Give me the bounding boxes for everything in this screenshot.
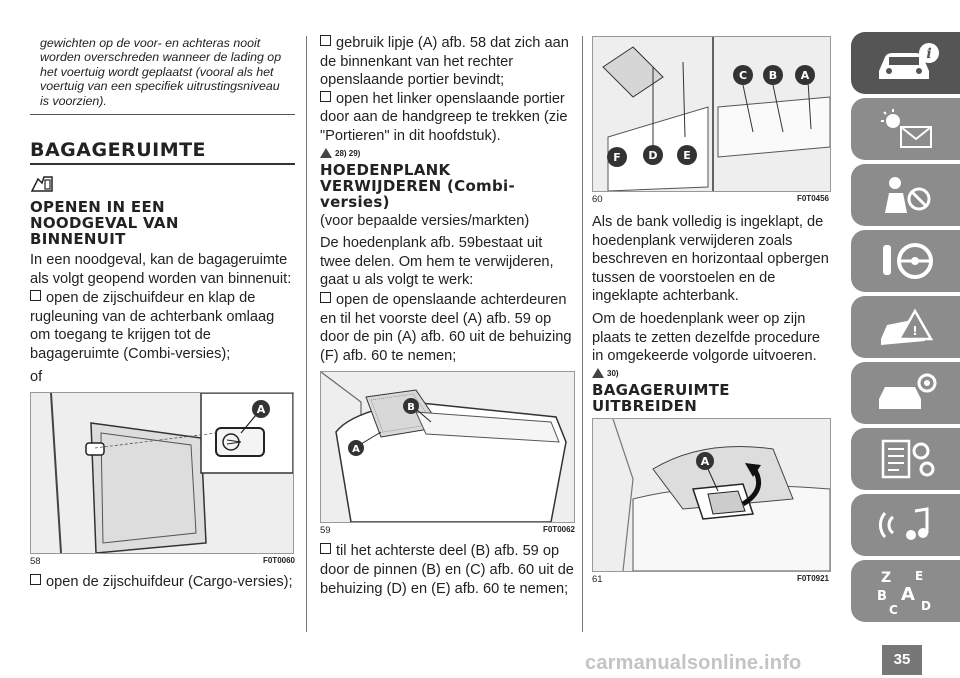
bullet-item bbox=[320, 34, 575, 90]
figure-60 bbox=[592, 36, 831, 192]
figure-61 bbox=[592, 418, 831, 572]
callout-e: E bbox=[683, 149, 691, 162]
callout-d: D bbox=[648, 149, 658, 162]
callout-a: A bbox=[352, 444, 360, 456]
svg-text:D: D bbox=[920, 599, 931, 613]
chapter-sidebar bbox=[851, 32, 960, 626]
key-steering-icon bbox=[871, 239, 941, 283]
column-2 bbox=[320, 0, 575, 598]
bullet-square-icon bbox=[320, 91, 331, 102]
callout-f: F bbox=[613, 151, 621, 164]
page-number: 35 bbox=[882, 645, 922, 675]
watermark: carmanualsonline.info bbox=[585, 652, 802, 674]
figure-code: F0T0062 bbox=[542, 525, 575, 535]
figure-code: F0T0060 bbox=[262, 556, 295, 566]
sidebar-tab-technical-data[interactable] bbox=[851, 428, 960, 490]
para-fold: Als de bank volledig is ingeklapt, de hoedenplank verwijderen zoals beschreven en horizontaal opbergen tussen de voorstoelen en de ingeklapte achterbank. bbox=[592, 214, 829, 305]
bullet-square-icon bbox=[30, 574, 41, 585]
bullet-item bbox=[30, 289, 295, 363]
figure-caption bbox=[592, 194, 829, 205]
technical-data-icon bbox=[871, 437, 941, 481]
callout-a: A bbox=[700, 454, 710, 468]
section-title: BAGAGERUIMTE bbox=[30, 139, 207, 162]
para-emergency: In een noodgeval, kan de bagageruimte als volgt geopend worden van binnenuit: bbox=[30, 252, 292, 287]
column-3 bbox=[592, 0, 829, 591]
sub-title-extend: BAGAGERUIMTE UITBREIDEN bbox=[592, 380, 730, 415]
column-1 bbox=[30, 0, 295, 592]
title-underline bbox=[30, 163, 295, 165]
warning-ref: 30) bbox=[592, 368, 829, 378]
svg-text:A: A bbox=[900, 584, 915, 605]
svg-text:!: ! bbox=[911, 324, 918, 338]
bullet-text: open de zijschuifdeur en klap de rugleuning van de achterbank omlaag om toegang te krijgen tot de bagageruimte (Combi-versies); bbox=[30, 290, 275, 362]
figure-caption bbox=[320, 525, 575, 536]
warning-lights-icon bbox=[871, 107, 941, 151]
svg-text:Z: Z bbox=[880, 570, 891, 586]
figure-caption bbox=[592, 574, 829, 585]
service-icon bbox=[871, 371, 941, 415]
divider bbox=[30, 114, 295, 115]
callout-a: A bbox=[256, 403, 266, 417]
svg-text:C: C bbox=[888, 603, 898, 616]
bullet-item bbox=[320, 542, 575, 598]
bullet-square-icon bbox=[320, 292, 331, 303]
column-divider bbox=[582, 36, 583, 632]
svg-text:i: i bbox=[925, 46, 932, 62]
figure-number: 59 bbox=[320, 525, 331, 537]
figure-number: 60 bbox=[592, 194, 603, 205]
warning-triangle-icon bbox=[592, 368, 604, 378]
sidebar-tab-multimedia[interactable] bbox=[851, 494, 960, 556]
bullet-text: open het linker openslaande portier door aan de handgreep te trekken (zie "Portieren" in dit hoofdstuk). bbox=[320, 90, 568, 144]
callout-b: B bbox=[768, 69, 778, 82]
bullet-text: til het achterste deel (B) afb. 59 op door de pinnen (B) en (C) afb. 60 uit de behuizing (D) en (E) afb. 60 te nemen; bbox=[320, 543, 574, 597]
bullet-text: open de openslaande achterdeuren en til het voorste deel (A) afb. 59 op door de pin (A) afb. 60 uit de behuizing (F) afb. 60 te nemen; bbox=[320, 291, 572, 364]
figure-code: F0T0456 bbox=[796, 194, 829, 203]
figure-58 bbox=[30, 392, 294, 554]
sidebar-tab-warning-lights[interactable] bbox=[851, 98, 960, 160]
sidebar-tab-index[interactable] bbox=[851, 560, 960, 622]
bullet-text: open de zijschuifdeur (Cargo-versies); bbox=[46, 574, 293, 591]
or-text: of bbox=[30, 368, 43, 385]
figure-number: 61 bbox=[592, 573, 603, 585]
safety-icon bbox=[871, 173, 941, 217]
sub-title-emergency: OPENEN IN EEN NOODGEVAL VAN BINNENUIT bbox=[30, 198, 179, 249]
bullet-item bbox=[30, 573, 295, 592]
multimedia-icon bbox=[871, 503, 941, 547]
para-replace: Om de hoedenplank weer op zijn plaats te zetten dezelfde procedure in omgekeerde volgorde uitvoeren. bbox=[592, 310, 820, 365]
figure-number: 58 bbox=[30, 556, 41, 568]
sidebar-tab-car-info[interactable] bbox=[851, 32, 960, 94]
car-info-icon bbox=[871, 41, 941, 85]
bullet-square-icon bbox=[320, 543, 331, 554]
sidebar-tab-starting-driving[interactable] bbox=[851, 230, 960, 292]
warning-triangle-icon bbox=[320, 148, 332, 158]
bullet-item bbox=[320, 291, 575, 365]
sidebar-tab-emergency[interactable] bbox=[851, 296, 960, 358]
intro-text: gewichten op de voor- en achteras nooit worden overschreden wanneer de lading op het voertuig wordt geplaatst (vooral als het voertuig van een specifiek uitrustingsniveau is voorzien). bbox=[40, 36, 282, 108]
sub-title-parcel-shelf: HOEDENPLANK VERWIJDEREN (Combi-versies) bbox=[320, 160, 515, 211]
bullet-text: gebruik lipje (A) afb. 58 dat zich aan de binnenkant van het rechter openslaande portier bevindt; bbox=[320, 35, 569, 89]
sidebar-tab-servicing[interactable] bbox=[851, 362, 960, 424]
bullet-item bbox=[320, 90, 575, 146]
figure-caption bbox=[30, 556, 295, 567]
suitcase-icon bbox=[30, 171, 295, 195]
warning-ref: 28) 29) bbox=[320, 148, 575, 158]
column-divider bbox=[306, 36, 307, 632]
breakdown-icon bbox=[871, 305, 941, 349]
index-icon bbox=[871, 566, 941, 616]
svg-text:B: B bbox=[876, 589, 887, 604]
callout-b: B bbox=[407, 402, 415, 414]
svg-text:E: E bbox=[914, 569, 923, 583]
para-parcel-shelf: De hoedenplank afb. 59bestaat uit twee delen. Om hem te verwijderen, gaat u als volgt te werk: bbox=[320, 235, 554, 289]
figure-code: F0T0921 bbox=[796, 573, 829, 583]
bullet-square-icon bbox=[320, 35, 331, 46]
figure-59 bbox=[320, 371, 575, 523]
sidebar-tab-safety[interactable] bbox=[851, 164, 960, 226]
callout-a: A bbox=[800, 69, 810, 82]
callout-c: C bbox=[738, 69, 748, 82]
note-text: (voor bepaalde versies/markten) bbox=[320, 212, 530, 229]
bullet-square-icon bbox=[30, 290, 41, 301]
